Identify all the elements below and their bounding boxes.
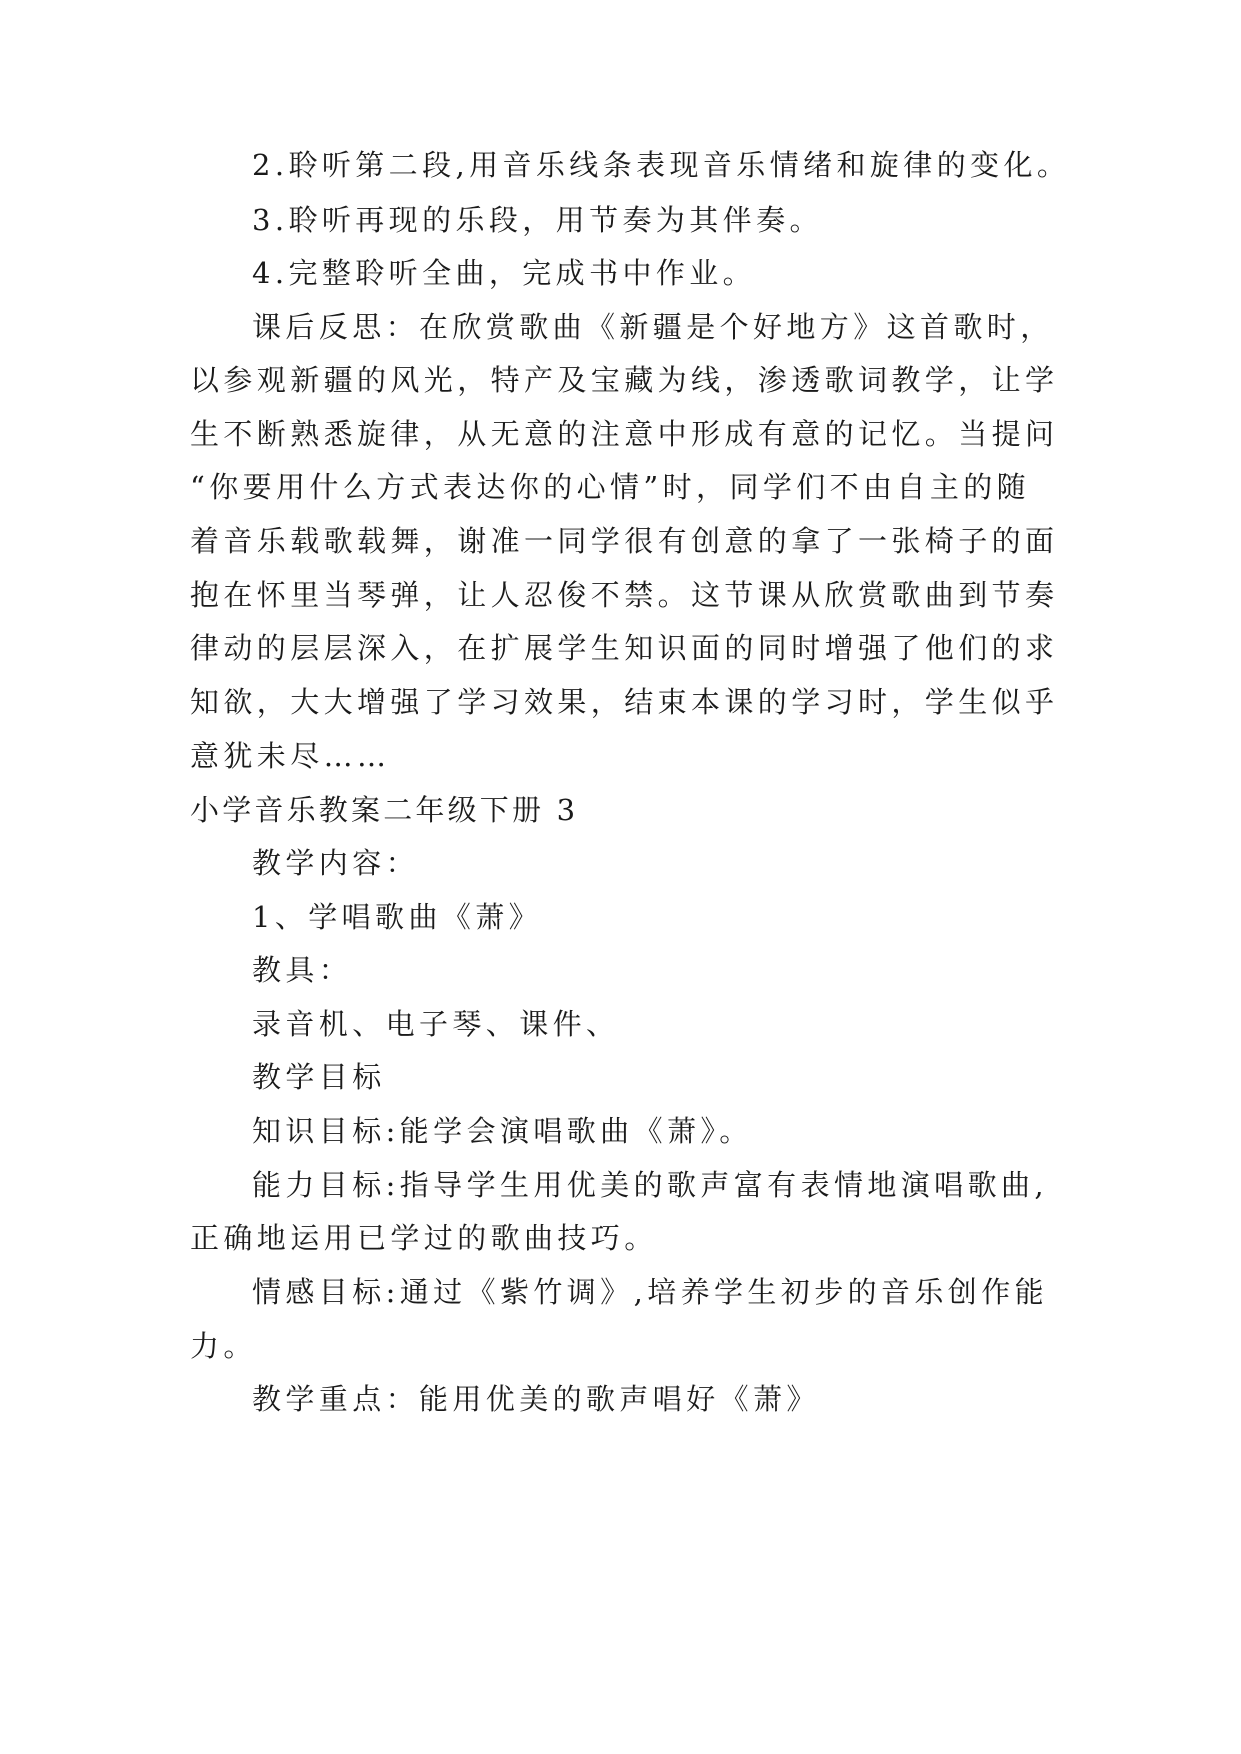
reflection-line-3: 生不断熟悉旋律，从无意的注意中形成有意的记忆。当提问 [190, 417, 1059, 451]
knowledge-goal: 知识目标:能学会演唱歌曲《萧》。 [252, 1114, 753, 1148]
teaching-aids-list: 录音机、电子琴、课件、 [252, 1007, 620, 1041]
reflection-line-4: “你要用什么方式表达你的心情”时，同学们不由自主的随 [190, 470, 1031, 504]
step-4-line: 4.完整聆听全曲，完成书中作业。 [252, 256, 757, 290]
teaching-content-item: 1、学唱歌曲《萧》 [252, 900, 543, 934]
teaching-goals-label: 教学目标 [252, 1060, 386, 1094]
emotion-goal-line-1: 情感目标:通过《紫竹调》,培养学生初步的音乐创作能 [252, 1275, 1048, 1309]
ability-goal-line-1: 能力目标:指导学生用优美的歌声富有表情地演唱歌曲, [252, 1168, 1048, 1202]
teaching-focus: 教学重点：能用优美的歌声唱好《萧》 [252, 1382, 820, 1416]
step-2-line: 2.聆听第二段,用音乐线条表现音乐情绪和旋律的变化。 [252, 148, 1071, 182]
reflection-line-6: 抱在怀里当琴弹，让人忍俊不禁。这节课从欣赏歌曲到节奏 [190, 578, 1059, 612]
reflection-line-5: 着音乐载歌载舞，谢准一同学很有创意的拿了一张椅子的面 [190, 524, 1059, 558]
emotion-goal-line-2: 力。 [190, 1329, 257, 1363]
section-heading: 小学音乐教案二年级下册 3 [190, 793, 579, 827]
reflection-line-9: 意犹未尽…… [190, 739, 391, 773]
reflection-line-8: 知欲，大大增强了学习效果，结束本课的学习时，学生似乎 [190, 685, 1059, 719]
teaching-aids-label: 教具： [252, 953, 353, 987]
reflection-line-7: 律动的层层深入，在扩展学生知识面的同时增强了他们的求 [190, 631, 1059, 665]
ability-goal-line-2: 正确地运用已学过的歌曲技巧。 [190, 1221, 658, 1255]
teaching-content-label: 教学内容： [252, 846, 420, 880]
reflection-line-2: 以参观新疆的风光，特产及宝藏为线，渗透歌词教学，让学 [190, 363, 1059, 397]
step-3-line: 3.聆听再现的乐段，用节奏为其伴奏。 [252, 203, 823, 237]
reflection-line-1: 课后反思：在欣赏歌曲《新疆是个好地方》这首歌时， [252, 310, 1054, 344]
